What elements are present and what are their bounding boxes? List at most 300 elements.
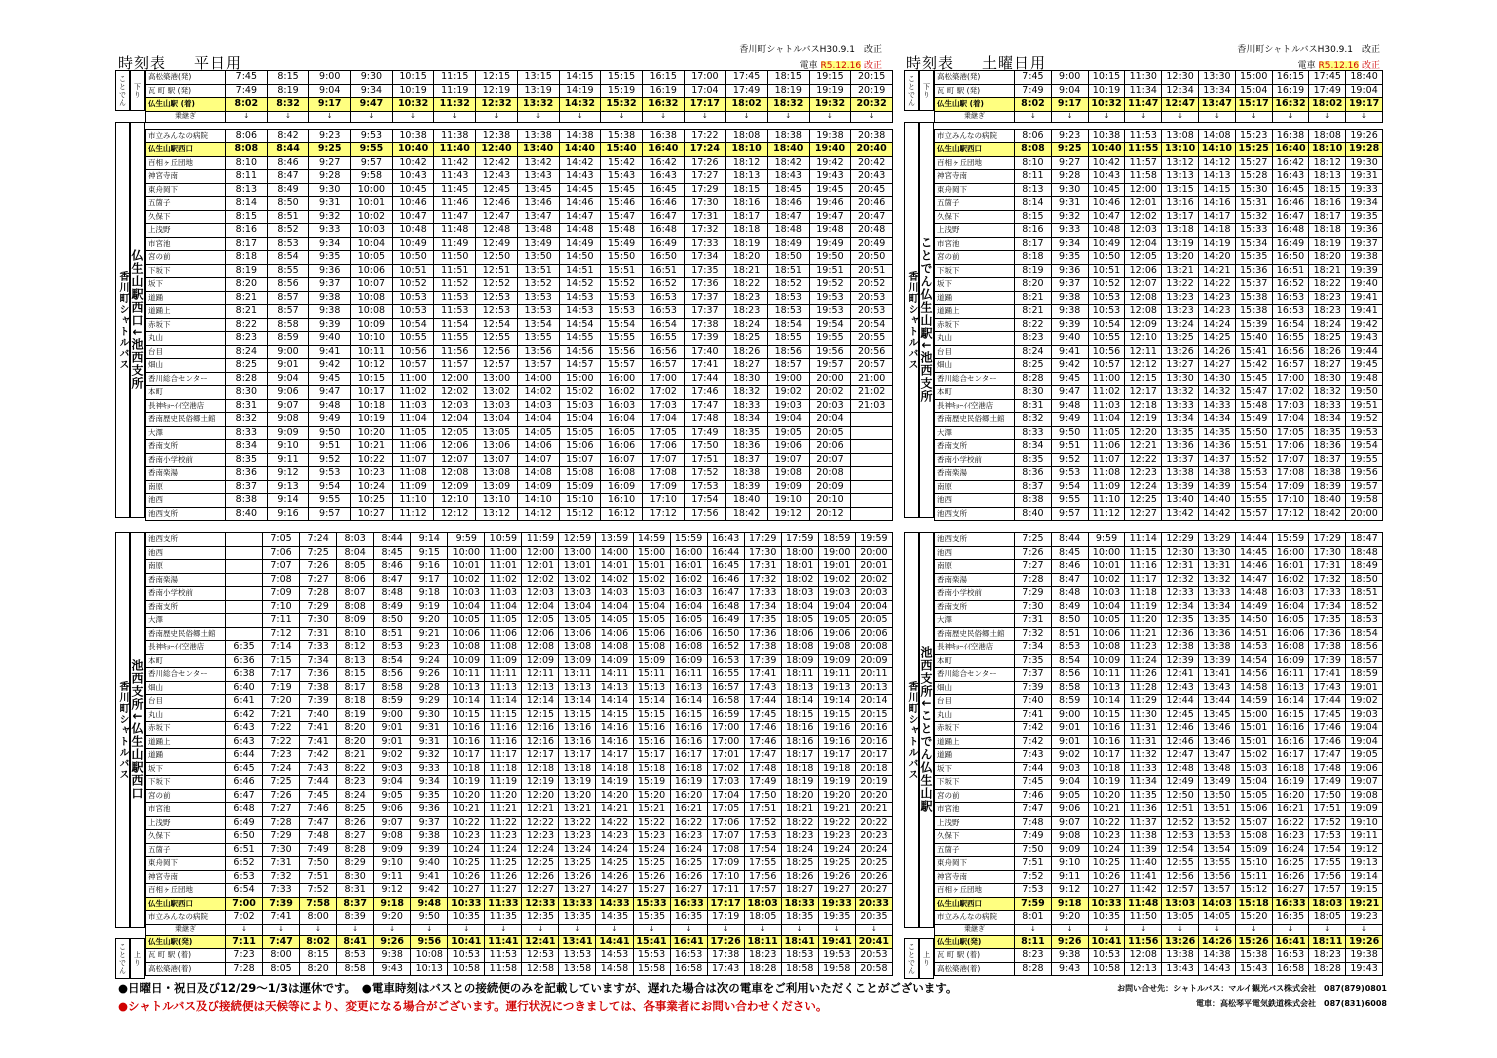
bus-row: [146, 467, 893, 481]
time-cell: 16:18: [670, 762, 707, 776]
time-cell: 9:10: [267, 440, 309, 454]
time-cell: 17:57: [744, 884, 781, 898]
station-name: 道踊上: [146, 735, 226, 749]
time-cell: 13:16: [559, 735, 596, 749]
time-cell: 10:53: [392, 305, 434, 319]
time-cell: 15:46: [601, 197, 643, 211]
time-cell: 7:30: [1015, 600, 1052, 614]
time-cell: 15:26: [1235, 935, 1272, 949]
time-cell: 11:13: [485, 681, 522, 695]
time-cell: 16:01: [1272, 560, 1309, 574]
time-cell: 17:03: [707, 776, 744, 790]
time-cell: 18:52: [1346, 600, 1383, 614]
time-cell: 19:53: [809, 305, 851, 319]
route-direction-label: ことでん仏生山駅↓池西支所: [919, 122, 934, 518]
time-cell: 19:02: [767, 386, 809, 400]
station-name: 下坂下: [935, 264, 1015, 278]
time-cell: 16:46: [642, 197, 684, 211]
time-cell: 10:02: [448, 573, 485, 587]
time-cell: 10:11: [351, 345, 393, 359]
time-cell: 17:41: [744, 668, 781, 682]
time-cell: 8:05: [263, 962, 300, 976]
time-cell: 12:02: [1125, 210, 1162, 224]
time-cell: 13:06: [476, 440, 518, 454]
time-cell: 13:41: [1198, 668, 1235, 682]
train-row: [146, 71, 893, 85]
time-cell: 15:38: [1235, 305, 1272, 319]
time-cell: 9:28: [1051, 170, 1088, 184]
time-cell: 7:20: [263, 695, 300, 709]
bus-row: [935, 789, 1383, 803]
time-cell: 15:40: [601, 143, 643, 157]
time-cell: 15:52: [1235, 453, 1272, 467]
time-cell: 8:21: [1015, 291, 1052, 305]
bus-row: [146, 318, 893, 332]
time-cell: 12:18: [1125, 399, 1162, 413]
time-cell: 11:10: [1088, 494, 1125, 508]
time-cell: 18:43: [767, 170, 809, 184]
time-cell: 9:35: [309, 251, 351, 265]
time-cell: 8:20: [337, 735, 374, 749]
station-name: 仏生山駅西口: [935, 897, 1015, 911]
time-cell: 13:50: [517, 251, 559, 265]
time-cell: 11:40: [434, 143, 476, 157]
time-cell: 10:04: [1088, 600, 1125, 614]
time-cell: 19:28: [1346, 143, 1383, 157]
time-cell: 17:48: [1309, 762, 1346, 776]
time-cell: 18:23: [726, 291, 768, 305]
bus-row: [935, 372, 1383, 386]
time-cell: 16:02: [601, 386, 643, 400]
bus-row: [146, 573, 893, 587]
time-cell: 10:02: [351, 210, 393, 224]
transfer-arrow-icon: ↓: [1125, 111, 1162, 122]
time-cell: 10:09: [351, 318, 393, 332]
time-cell: 18:54: [1346, 627, 1383, 641]
time-cell: 14:47: [1235, 573, 1272, 587]
time-cell: 12:07: [1125, 278, 1162, 292]
time-cell: 15:39: [1235, 318, 1272, 332]
time-cell: 13:57: [517, 359, 559, 373]
time-cell: 14:15: [559, 71, 601, 85]
time-cell: 19:41: [818, 935, 855, 949]
time-cell: 11:04: [392, 413, 434, 427]
station-name: 道踊: [146, 291, 226, 305]
time-cell: 16:16: [1272, 722, 1309, 736]
time-cell: 20:54: [851, 318, 893, 332]
time-cell: 7:25: [1015, 533, 1052, 547]
time-cell: 11:31: [1125, 722, 1162, 736]
transfer-arrow-icon: ↓: [1309, 924, 1346, 935]
time-cell: 18:40: [1309, 494, 1346, 508]
time-cell: 11:42: [1125, 884, 1162, 898]
time-cell: 9:39: [1051, 318, 1088, 332]
time-cell: 16:50: [642, 251, 684, 265]
train-row: [935, 71, 1383, 85]
time-cell: 8:08: [337, 600, 374, 614]
time-cell: 9:33: [309, 224, 351, 238]
time-cell: 12:49: [476, 237, 518, 251]
time-cell: 10:21: [448, 803, 485, 817]
time-cell: 10:20: [448, 789, 485, 803]
time-cell: 10:11: [1088, 668, 1125, 682]
time-cell: 14:49: [559, 237, 601, 251]
time-cell: 13:36: [1162, 440, 1199, 454]
time-cell: 12:22: [522, 816, 559, 830]
time-cell: 11:40: [1125, 857, 1162, 871]
time-cell: 9:08: [374, 830, 411, 844]
time-cell: 8:59: [374, 695, 411, 709]
station-name: 台目: [146, 695, 226, 709]
time-cell: 13:04: [476, 413, 518, 427]
time-cell: 15:56: [601, 345, 643, 359]
station-name: 長神ｷｮｰｲｲ空港店: [146, 641, 226, 655]
time-cell: 12:48: [476, 224, 518, 238]
time-cell: 12:35: [522, 911, 559, 925]
time-cell: 7:15: [263, 654, 300, 668]
time-cell: [851, 507, 893, 521]
time-cell: 8:52: [267, 224, 309, 238]
time-cell: 18:27: [781, 884, 818, 898]
time-cell: 13:46: [1198, 735, 1235, 749]
time-cell: 16:48: [707, 600, 744, 614]
time-cell: 18:09: [781, 654, 818, 668]
time-cell: 14:16: [1198, 197, 1235, 211]
time-cell: 8:13: [337, 654, 374, 668]
bus-row: [935, 480, 1383, 494]
time-cell: 15:13: [633, 681, 670, 695]
notes: ●日曜日・祝日及び12/29〜1/3は運休です。 ●電車時刻はバスとの接続便のみを記載していますが、遅れた場合は次の電車をご利用いただくことがございます。 ●シャトルバス及び接続便は天候等により、変更になる場合がございます。運行状況につきましては、各事業者にお問い合わせください。: [118, 981, 958, 1013]
time-cell: 14:49: [1235, 600, 1272, 614]
time-cell: 19:15: [1346, 884, 1383, 898]
time-cell: 9:53: [1051, 467, 1088, 481]
time-cell: 14:05: [517, 426, 559, 440]
time-cell: 10:46: [1088, 197, 1125, 211]
time-cell: 15:01: [1235, 735, 1272, 749]
time-cell: 18:10: [1309, 143, 1346, 157]
time-cell: 11:00: [485, 546, 522, 560]
time-cell: 9:37: [1051, 278, 1088, 292]
station-name: 道踊: [935, 291, 1015, 305]
time-cell: 9:26: [1051, 935, 1088, 949]
time-cell: 9:03: [374, 762, 411, 776]
time-cell: 15:01: [633, 560, 670, 574]
time-cell: 9:35: [1051, 251, 1088, 265]
time-cell: 19:07: [1346, 776, 1383, 790]
time-cell: 13:10: [1162, 143, 1199, 157]
time-cell: 9:27: [309, 156, 351, 170]
time-cell: 8:25: [226, 359, 268, 373]
time-cell: 6:47: [226, 789, 263, 803]
time-cell: 13:00: [476, 372, 518, 386]
bus-row: [146, 654, 893, 668]
station-name: 道踊上: [935, 735, 1015, 749]
time-cell: 16:16: [670, 735, 707, 749]
time-cell: 8:45: [1051, 546, 1088, 560]
time-cell: 13:17: [1162, 210, 1199, 224]
time-cell: 17:48: [684, 413, 726, 427]
time-cell: 8:22: [337, 762, 374, 776]
time-cell: 18:39: [726, 480, 768, 494]
time-cell: 9:47: [1051, 386, 1088, 400]
kudari-label: 下り: [130, 70, 145, 111]
time-cell: 10:08: [448, 641, 485, 655]
time-cell: 8:13: [1015, 183, 1052, 197]
bus-row: [146, 587, 893, 601]
time-cell: 17:53: [1309, 830, 1346, 844]
transfer-arrow-icon: ↓: [351, 111, 393, 122]
time-cell: 10:19: [448, 776, 485, 790]
station-name: 池西: [935, 494, 1015, 508]
time-cell: 16:17: [670, 749, 707, 763]
time-cell: 13:03: [476, 399, 518, 413]
time-cell: 11:55: [434, 332, 476, 346]
time-cell: 13:38: [1198, 641, 1235, 655]
time-cell: 18:21: [781, 803, 818, 817]
station-name: 坂下: [935, 762, 1015, 776]
time-cell: 16:04: [601, 413, 643, 427]
time-cell: 7:41: [1015, 708, 1052, 722]
bus-row: [935, 641, 1383, 655]
time-cell: 10:45: [1088, 183, 1125, 197]
time-cell: 19:32: [809, 98, 851, 112]
time-cell: 15:16: [633, 722, 670, 736]
time-cell: 18:24: [1309, 318, 1346, 332]
time-cell: 14:54: [559, 318, 601, 332]
nobori-label: 上り: [919, 938, 934, 979]
time-cell: 19:38: [1346, 949, 1383, 963]
time-cell: 19:52: [809, 278, 851, 292]
time-cell: 12:23: [1125, 467, 1162, 481]
time-cell: 10:21: [351, 440, 393, 454]
time-cell: 17:35: [684, 264, 726, 278]
time-cell: 15:23: [1235, 129, 1272, 143]
time-cell: 17:10: [707, 870, 744, 884]
time-cell: 18:14: [781, 695, 818, 709]
time-cell: 8:42: [267, 129, 309, 143]
time-cell: 16:06: [1272, 627, 1309, 641]
time-cell: 18:49: [1346, 560, 1383, 574]
station-name: 市立みんなの病院: [935, 129, 1015, 143]
time-cell: 12:57: [476, 359, 518, 373]
time-cell: 10:15: [448, 708, 485, 722]
time-cell: 11:04: [1088, 413, 1125, 427]
time-cell: 16:09: [670, 654, 707, 668]
time-cell: 17:46: [1309, 722, 1346, 736]
time-cell: 9:34: [1051, 237, 1088, 251]
bus-row: [935, 332, 1383, 346]
time-cell: 17:05: [707, 803, 744, 817]
time-cell: 14:15: [1198, 183, 1235, 197]
transfer-arrow-icon: ↓: [1235, 924, 1272, 935]
time-cell: 14:08: [517, 467, 559, 481]
time-cell: 15:07: [559, 453, 601, 467]
time-cell: 10:49: [1088, 237, 1125, 251]
time-cell: 18:23: [726, 305, 768, 319]
time-cell: 15:45: [1235, 372, 1272, 386]
time-cell: 19:05: [818, 614, 855, 628]
station-name: 市立みんなの病院: [146, 911, 226, 925]
time-cell: 12:48: [1162, 762, 1199, 776]
time-cell: 16:53: [670, 949, 707, 963]
time-cell: 8:53: [374, 641, 411, 655]
time-cell: 17:10: [1272, 494, 1309, 508]
time-cell: 14:03: [1198, 897, 1235, 911]
station-name: 道踊上: [146, 305, 226, 319]
time-cell: 16:52: [707, 641, 744, 655]
time-cell: 10:15: [1088, 71, 1125, 85]
station-name: 大澤: [935, 426, 1015, 440]
time-cell: 20:09: [809, 480, 851, 494]
time-cell: 15:52: [601, 278, 643, 292]
time-cell: 9:18: [411, 587, 448, 601]
time-cell: 13:08: [559, 641, 596, 655]
station-name: 畑山: [146, 359, 226, 373]
time-cell: 9:25: [309, 143, 351, 157]
station-name: 南原: [146, 480, 226, 494]
time-cell: 7:34: [300, 654, 337, 668]
station-name: 百相ヶ丘団地: [935, 156, 1015, 170]
transfer-arrow-icon: ↓: [1272, 111, 1309, 122]
time-cell: 12:53: [476, 305, 518, 319]
time-cell: 17:43: [707, 962, 744, 976]
time-cell: 7:45: [1015, 71, 1052, 85]
time-cell: 17:04: [707, 789, 744, 803]
time-cell: 10:55: [1088, 332, 1125, 346]
time-cell: 10:33: [1088, 897, 1125, 911]
time-cell: 12:03: [522, 587, 559, 601]
time-cell: 12:39: [1162, 654, 1199, 668]
train-row: [935, 962, 1383, 976]
time-cell: 12:04: [1125, 237, 1162, 251]
time-cell: 12:13: [522, 681, 559, 695]
time-cell: 16:02: [1272, 573, 1309, 587]
time-cell: 9:20: [1051, 911, 1088, 925]
time-cell: 12:19: [1125, 413, 1162, 427]
bus-row: [146, 453, 893, 467]
time-cell: 8:56: [267, 278, 309, 292]
time-cell: 8:56: [374, 668, 411, 682]
time-cell: 8:10: [1015, 156, 1052, 170]
time-cell: 14:21: [1198, 264, 1235, 278]
station-name: 仏生山駅 (着): [146, 98, 226, 112]
time-cell: 19:47: [809, 210, 851, 224]
time-cell: 14:40: [1198, 494, 1235, 508]
kotoden-label: ことでん: [115, 938, 130, 979]
time-cell: 7:21: [263, 708, 300, 722]
time-cell: 9:05: [374, 789, 411, 803]
time-cell: 19:58: [1346, 494, 1383, 508]
transfer-arrow-icon: ↓: [263, 924, 300, 935]
time-cell: 19:20: [818, 789, 855, 803]
time-cell: 20:04: [809, 413, 851, 427]
time-cell: 8:23: [1015, 949, 1052, 963]
time-cell: 16:41: [670, 935, 707, 949]
time-cell: 11:02: [485, 573, 522, 587]
time-cell: 20:41: [855, 935, 892, 949]
time-cell: 17:30: [1309, 546, 1346, 560]
time-cell: 9:09: [267, 426, 309, 440]
time-cell: 8:05: [337, 560, 374, 574]
time-cell: 16:58: [707, 695, 744, 709]
time-cell: 13:53: [517, 291, 559, 305]
time-cell: 10:10: [351, 332, 393, 346]
time-cell: 17:02: [1272, 386, 1309, 400]
time-cell: 19:13: [818, 681, 855, 695]
time-cell: 19:45: [1346, 359, 1383, 373]
time-cell: 8:35: [1015, 453, 1052, 467]
time-cell: 7:41: [263, 911, 300, 925]
station-name: 仏生山駅(発): [935, 935, 1015, 949]
time-cell: 12:56: [1162, 870, 1199, 884]
time-cell: 12:23: [522, 830, 559, 844]
time-cell: 17:46: [684, 386, 726, 400]
time-cell: 15:55: [601, 332, 643, 346]
time-cell: 8:51: [1051, 627, 1088, 641]
bus-row: [146, 789, 893, 803]
time-cell: 13:38: [1162, 949, 1199, 963]
time-cell: 19:09: [1346, 803, 1383, 817]
time-cell: 9:34: [351, 84, 393, 98]
time-cell: 8:59: [1051, 695, 1088, 709]
time-cell: 11:05: [392, 426, 434, 440]
time-cell: 12:04: [434, 413, 476, 427]
time-cell: 9:40: [309, 332, 351, 346]
time-cell: 13:17: [559, 749, 596, 763]
time-cell: 20:35: [855, 911, 892, 925]
time-cell: 12:18: [522, 762, 559, 776]
time-cell: 9:32: [1051, 210, 1088, 224]
time-cell: 7:41: [300, 722, 337, 736]
time-cell: 9:17: [411, 573, 448, 587]
time-cell: 19:03: [1346, 708, 1383, 722]
time-cell: 10:27: [351, 507, 393, 521]
time-cell: 15:02: [1235, 749, 1272, 763]
time-cell: 9:48: [411, 897, 448, 911]
saturday-revision: 香川町シャトルバスH30.9.1 改正 電車 R5.12.16 改正: [1237, 45, 1380, 71]
time-cell: 19:35: [818, 911, 855, 925]
time-cell: 14:21: [596, 803, 633, 817]
time-cell: 11:08: [485, 641, 522, 655]
time-cell: 17:49: [1309, 84, 1346, 98]
time-cell: 18:26: [781, 870, 818, 884]
time-cell: 14:20: [596, 789, 633, 803]
time-cell: 20:40: [851, 143, 893, 157]
time-cell: [851, 467, 893, 481]
time-cell: 17:47: [684, 399, 726, 413]
station-name: 坂下: [935, 278, 1015, 292]
time-cell: 9:42: [309, 359, 351, 373]
time-cell: 8:32: [226, 413, 268, 427]
time-cell: 6:48: [226, 803, 263, 817]
time-cell: 16:08: [670, 641, 707, 655]
time-cell: 10:32: [1088, 98, 1125, 112]
transfer-row: [935, 924, 1383, 935]
time-cell: 14:33: [1198, 399, 1235, 413]
time-cell: 7:39: [300, 695, 337, 709]
bus-row: [935, 668, 1383, 682]
time-cell: 13:47: [517, 210, 559, 224]
time-cell: 11:34: [1125, 776, 1162, 790]
time-cell: 13:35: [1198, 614, 1235, 628]
time-cell: 15:16: [633, 735, 670, 749]
time-cell: 14:52: [559, 278, 601, 292]
time-cell: 7:23: [226, 949, 263, 963]
time-cell: 10:59: [485, 533, 522, 547]
time-cell: 19:06: [818, 627, 855, 641]
time-cell: 19:56: [1346, 467, 1383, 481]
time-cell: 13:40: [1162, 494, 1199, 508]
